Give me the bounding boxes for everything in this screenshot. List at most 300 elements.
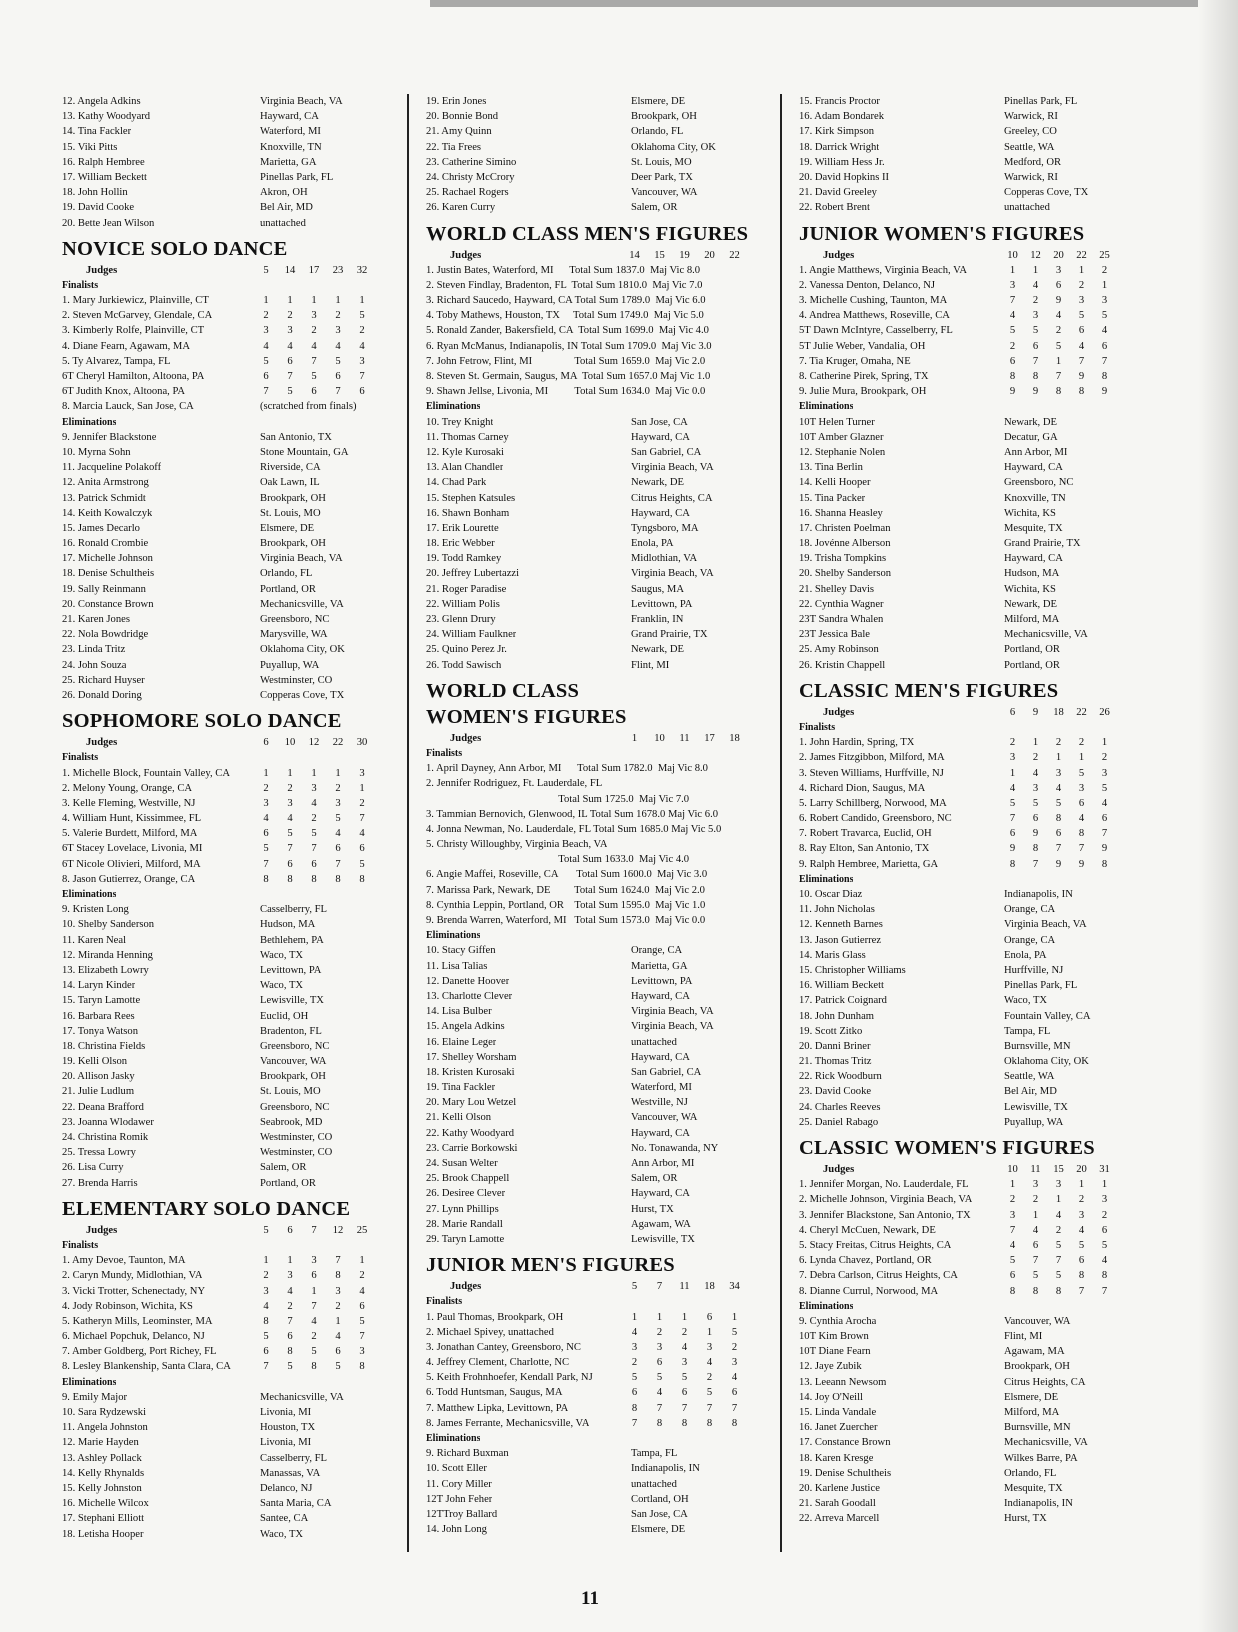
result-row bbox=[799, 781, 1129, 796]
result-detail: (scratched from finals) bbox=[260, 401, 357, 413]
skater-name: 18. Karen Kresge bbox=[799, 1452, 874, 1464]
skater-name: 19. Scott Zitko bbox=[799, 1025, 863, 1037]
result-row bbox=[62, 216, 380, 231]
result-row bbox=[799, 796, 1129, 811]
skater-location: Medford, OR bbox=[1004, 156, 1062, 168]
skater-name: 26. Karen Curry bbox=[426, 202, 496, 214]
placement: 11 bbox=[679, 1281, 690, 1293]
placement: 8 bbox=[1009, 858, 1016, 870]
result-row bbox=[62, 1176, 380, 1191]
skater-name: 15. Viki Pitts bbox=[62, 141, 118, 153]
skater-name: 1. Angie Matthews, Virginia Beach, VA bbox=[799, 264, 968, 276]
skater-name: 4. Cheryl McCuen, Newark, DE bbox=[799, 1224, 936, 1236]
result-row bbox=[426, 521, 756, 536]
placement: 1 bbox=[311, 1285, 317, 1297]
skater-location: Portland, OR bbox=[260, 583, 316, 595]
placement: 6 bbox=[311, 386, 317, 398]
placement: 6 bbox=[359, 1300, 365, 1312]
skater-name: 4. Jody Robinson, Wichita, KS bbox=[62, 1300, 193, 1312]
skater-name: 5. Stacy Freitas, Citrus Heights, CA bbox=[799, 1239, 952, 1251]
result-row bbox=[426, 185, 756, 200]
placement: 7 bbox=[1055, 371, 1062, 382]
skater-name: 1. Paul Thomas, Brookpark, OH bbox=[426, 1311, 564, 1323]
result-row bbox=[62, 1009, 380, 1024]
judge-placements bbox=[1001, 308, 1116, 323]
judge-placements bbox=[254, 826, 374, 841]
result-row bbox=[62, 339, 380, 354]
result-row bbox=[62, 430, 380, 445]
skater-location: Westminster, CO bbox=[260, 1147, 333, 1159]
skater-name: 7. Matthew Lipka, Levittown, PA bbox=[426, 1402, 569, 1414]
skater-name: 1. John Hardin, Spring, TX bbox=[799, 737, 915, 749]
placement: 8 bbox=[1055, 386, 1062, 398]
result-row bbox=[799, 1268, 1129, 1283]
result-detail: 4. Toby Mathews, Houston, TX Total Sum 1749.0 Maj Vic 5.0 bbox=[426, 310, 704, 322]
placement: 2 bbox=[311, 1331, 317, 1343]
skater-location: Virginia Beach, VA bbox=[631, 1006, 714, 1018]
skater-name: 21. Kelli Olson bbox=[426, 1112, 492, 1124]
judge-placements bbox=[254, 1344, 374, 1359]
group-label bbox=[426, 399, 756, 414]
skater-location: Marysville, WA bbox=[260, 629, 328, 641]
placement: 18 bbox=[729, 732, 740, 744]
skater-name: 12. Jaye Zubik bbox=[799, 1361, 862, 1373]
placement: 11 bbox=[679, 732, 690, 744]
result-row bbox=[426, 1065, 756, 1080]
skater-name: 9. Kristen Long bbox=[62, 904, 129, 916]
skater-location: Virginia Beach, VA bbox=[631, 568, 714, 580]
skater-location: Knoxville, TN bbox=[260, 141, 322, 153]
skater-location: Orlando, FL bbox=[1004, 1467, 1057, 1479]
group-label bbox=[799, 399, 1129, 414]
result-row bbox=[799, 948, 1129, 963]
section-title: WOMEN'S FIGURES bbox=[426, 705, 627, 728]
placement: 7 bbox=[263, 1361, 269, 1373]
placement: 7 bbox=[335, 1255, 341, 1267]
skater-location: Brookpark, OH bbox=[1004, 1361, 1070, 1373]
placement: 1 bbox=[681, 1311, 688, 1323]
skater-name: 8. Marcia Lauck, San Jose, CA bbox=[62, 401, 194, 413]
result-row bbox=[799, 1054, 1129, 1069]
placement: 4 bbox=[311, 797, 317, 809]
skater-name: 21. Julie Ludlum bbox=[62, 1086, 135, 1098]
placement: 5 bbox=[1101, 310, 1108, 322]
placement: 2 bbox=[1101, 752, 1108, 764]
result-row bbox=[62, 124, 380, 139]
judge-placements bbox=[254, 841, 374, 856]
placement: 2 bbox=[359, 1270, 365, 1282]
skater-name: 10. Trey Knight bbox=[426, 416, 494, 428]
result-row bbox=[62, 384, 380, 399]
result-row bbox=[426, 1232, 756, 1247]
group-label bbox=[62, 1375, 380, 1390]
placement: 3 bbox=[359, 355, 365, 367]
result-row bbox=[62, 673, 380, 688]
result-row bbox=[62, 688, 380, 703]
placement: 2 bbox=[263, 310, 269, 322]
result-row bbox=[62, 155, 380, 170]
skater-location: San Jose, CA bbox=[631, 416, 688, 428]
result-row bbox=[799, 612, 1129, 627]
placement: 9 bbox=[1009, 843, 1016, 855]
skater-name: 15. Angela Adkins bbox=[426, 1021, 505, 1033]
placement: 2 bbox=[263, 782, 269, 794]
placement: 7 bbox=[335, 386, 341, 398]
result-row bbox=[426, 1126, 756, 1141]
skater-name: 2. Michelle Johnson, Virginia Beach, VA bbox=[799, 1194, 973, 1206]
placement: 7 bbox=[1032, 355, 1039, 367]
placement: 5 bbox=[1078, 767, 1085, 779]
judge-placements bbox=[622, 1385, 747, 1400]
skater-location: Waco, TX bbox=[260, 980, 304, 992]
skater-location: Houston, TX bbox=[260, 1422, 316, 1434]
result-row bbox=[62, 933, 380, 948]
result-row bbox=[426, 1325, 756, 1340]
result-row bbox=[799, 826, 1129, 841]
result-row bbox=[426, 1492, 756, 1507]
placement: 25 bbox=[356, 1224, 368, 1236]
skater-name: 7. Debra Carlson, Citrus Heights, CA bbox=[799, 1270, 958, 1282]
skater-location: Salem, OR bbox=[260, 1162, 307, 1174]
judge-placements bbox=[254, 323, 374, 338]
placement: 1 bbox=[1101, 1179, 1108, 1191]
result-row bbox=[62, 460, 380, 475]
placement: 3 bbox=[1032, 1179, 1039, 1191]
result-row bbox=[426, 807, 756, 822]
skater-location: Orlando, FL bbox=[260, 568, 313, 580]
result-row bbox=[799, 1238, 1129, 1253]
placement: 8 bbox=[1101, 1270, 1108, 1282]
skater-name: 22. Kathy Woodyard bbox=[426, 1127, 515, 1139]
skater-location: Pinellas Park, FL bbox=[1004, 980, 1078, 992]
skater-name: 21. Amy Quinn bbox=[426, 126, 492, 138]
results-column-1 bbox=[62, 94, 380, 1542]
placement: 2 bbox=[287, 310, 293, 322]
result-row bbox=[426, 475, 756, 490]
judge-placements bbox=[1001, 705, 1116, 720]
skater-location: Oklahoma City, OK bbox=[260, 644, 345, 656]
placement: 3 bbox=[1009, 1209, 1016, 1221]
skater-name: 18. John Hollin bbox=[62, 187, 128, 199]
judges-label: Judges bbox=[823, 706, 855, 718]
skater-name: 11. John Nicholas bbox=[799, 904, 875, 916]
placement: 7 bbox=[656, 1281, 663, 1293]
result-row bbox=[62, 811, 380, 826]
skater-name: 21. Sarah Goodall bbox=[799, 1498, 876, 1510]
skater-name: 24. Christina Romik bbox=[62, 1132, 149, 1143]
placement: 1 bbox=[359, 295, 365, 307]
placement: 8 bbox=[681, 1417, 688, 1429]
placement: 2 bbox=[656, 1326, 663, 1338]
result-row bbox=[799, 658, 1129, 673]
placement: 5 bbox=[1101, 782, 1108, 794]
judge-placements bbox=[1001, 384, 1116, 399]
judges-row bbox=[426, 731, 756, 746]
result-row bbox=[799, 1481, 1129, 1496]
result-row bbox=[426, 1171, 756, 1186]
section-title: WORLD CLASS bbox=[426, 679, 580, 702]
placement: 5 bbox=[263, 1331, 269, 1343]
skater-name: 3. Kimberly Rolfe, Plainville, CT bbox=[62, 325, 205, 337]
skater-name: 17. William Beckett bbox=[62, 171, 147, 183]
result-row bbox=[62, 841, 380, 856]
skater-name: 11. Angela Johnston bbox=[62, 1422, 148, 1434]
result-detail: 8. Cynthia Leppin, Portland, OR Total Sum 1595.0 Maj Vic 1.0 bbox=[426, 899, 706, 911]
skater-location: Waterford, MI bbox=[260, 126, 321, 138]
placement: 8 bbox=[287, 873, 293, 885]
placement: 1 bbox=[1078, 1179, 1085, 1191]
placement: 1 bbox=[335, 767, 341, 779]
placement: 2 bbox=[1101, 1209, 1108, 1221]
placement: 2 bbox=[1055, 737, 1062, 749]
skater-name: Eliminations bbox=[62, 1376, 117, 1388]
placement: 7 bbox=[1101, 355, 1108, 367]
skater-name: 12. Danette Hoover bbox=[426, 975, 510, 987]
placement: 9 bbox=[1078, 371, 1085, 382]
skater-location: unattached bbox=[631, 1478, 677, 1490]
placement: 4 bbox=[1078, 340, 1085, 352]
skater-name: 21. Roger Paradise bbox=[426, 583, 507, 595]
skater-name: 9. Cynthia Arocha bbox=[799, 1315, 877, 1327]
placement: 11 bbox=[1030, 1164, 1041, 1175]
skater-location: St. Louis, MO bbox=[260, 507, 321, 519]
placement: 6 bbox=[335, 371, 341, 382]
skater-name: 3. Kelle Fleming, Westville, NJ bbox=[62, 797, 196, 809]
skater-name: 26. Lisa Curry bbox=[62, 1162, 124, 1174]
skater-name: 13. Ashley Pollack bbox=[62, 1452, 142, 1464]
result-row bbox=[426, 627, 756, 642]
placement: 6 bbox=[631, 1387, 638, 1399]
skater-location: Salem, OR bbox=[631, 202, 678, 214]
placement: 8 bbox=[1032, 843, 1039, 855]
result-row bbox=[62, 857, 380, 872]
judges-label: Judges bbox=[86, 264, 118, 276]
placement: 4 bbox=[681, 1341, 688, 1353]
placement: 5 bbox=[1078, 1239, 1085, 1251]
skater-name: 25. Rachael Rogers bbox=[426, 187, 509, 199]
placement: 5 bbox=[1032, 797, 1039, 809]
skater-location: Flint, MI bbox=[631, 659, 670, 671]
skater-name: 21. David Greeley bbox=[799, 187, 877, 199]
placement: 1 bbox=[1055, 355, 1062, 367]
skater-location: Greensboro, NC bbox=[260, 614, 330, 625]
placement: 3 bbox=[263, 1285, 269, 1297]
judge-placements bbox=[1001, 750, 1116, 765]
group-label bbox=[62, 278, 380, 293]
result-row bbox=[62, 94, 380, 109]
result-row bbox=[62, 1420, 380, 1435]
placement: 8 bbox=[1078, 1270, 1085, 1282]
skater-name: 25. Brook Chappell bbox=[426, 1173, 510, 1185]
judge-placements bbox=[254, 857, 374, 872]
judge-placements bbox=[1001, 1268, 1116, 1283]
result-row bbox=[799, 1314, 1129, 1329]
placement: 17 bbox=[308, 264, 320, 276]
section-title: CLASSIC WOMEN'S FIGURES bbox=[799, 1137, 1095, 1159]
skater-name: 18. Kristen Kurosaki bbox=[426, 1066, 515, 1078]
result-detail: 1. Justin Bates, Waterford, MI Total Sum 1837.0 Maj Vic 8.0 bbox=[426, 264, 701, 276]
result-row bbox=[426, 200, 756, 215]
skater-location: San Gabriel, CA bbox=[631, 446, 702, 458]
judge-placements bbox=[622, 1340, 747, 1355]
result-row bbox=[799, 323, 1129, 338]
placement: 6 bbox=[263, 1346, 269, 1358]
placement: 6 bbox=[731, 1387, 738, 1399]
skater-location: Orange, CA bbox=[1004, 904, 1056, 916]
result-row bbox=[426, 140, 756, 155]
skater-location: Westminster, CO bbox=[260, 674, 333, 686]
placement: 2 bbox=[263, 1270, 269, 1282]
skater-location: Oklahoma City, OK bbox=[1004, 1056, 1089, 1068]
placement: 4 bbox=[1032, 767, 1039, 779]
placement: 8 bbox=[1032, 371, 1039, 382]
skater-name: 14. Joy O'Neill bbox=[799, 1391, 863, 1403]
result-row bbox=[426, 415, 756, 430]
result-row bbox=[799, 1466, 1129, 1481]
skater-name: 15. Kelly Johnston bbox=[62, 1482, 142, 1494]
skater-name: 1. Mary Jurkiewicz, Plainville, CT bbox=[62, 295, 209, 307]
skater-name: 16. Janet Zuercher bbox=[799, 1422, 878, 1434]
placement: 5 bbox=[335, 1361, 341, 1373]
skater-name: 5. Christy Willoughby, Virginia Beach, VA bbox=[426, 839, 608, 851]
skater-location: Hayward, CA bbox=[631, 431, 690, 443]
skater-location: Greensboro, NC bbox=[1004, 477, 1074, 489]
placement: 7 bbox=[335, 858, 341, 870]
skater-location: Ann Arbor, MI bbox=[1004, 446, 1068, 458]
result-detail: 4. Jonna Newman, No. Lauderdale, FL Total Sum 1685.0 Maj Vic 5.0 bbox=[426, 823, 722, 835]
placement: 1 bbox=[1055, 1194, 1062, 1206]
skater-name: 24. Christy McCrory bbox=[426, 171, 515, 183]
result-row bbox=[799, 1496, 1129, 1511]
skater-location: Lewisville, TX bbox=[631, 1233, 695, 1245]
placement: 8 bbox=[335, 1270, 341, 1282]
skater-location: Westminster, CO bbox=[260, 1132, 333, 1143]
placement: 8 bbox=[1078, 386, 1085, 398]
skater-name: 16. William Beckett bbox=[799, 980, 884, 992]
placement: 1 bbox=[1009, 1179, 1016, 1191]
placement: 7 bbox=[1009, 1224, 1016, 1236]
placement: 3 bbox=[359, 767, 365, 779]
skater-name: 19. Trisha Tompkins bbox=[799, 553, 887, 565]
result-row bbox=[799, 1435, 1129, 1450]
skater-location: Livonia, MI bbox=[260, 1437, 312, 1449]
skater-location: Orange, CA bbox=[1004, 934, 1056, 946]
result-row bbox=[62, 185, 380, 200]
placement: 3 bbox=[1055, 767, 1062, 779]
placement: 6 bbox=[1055, 828, 1062, 840]
skater-name: 1. Amy Devoe, Taunton, MA bbox=[62, 1255, 186, 1267]
placement: 2 bbox=[1009, 340, 1016, 352]
judge-placements bbox=[1001, 1177, 1116, 1192]
placement: 4 bbox=[263, 813, 269, 825]
result-row bbox=[62, 627, 380, 642]
skater-location: Hurst, TX bbox=[631, 1203, 674, 1215]
skater-name: 5. Valerie Burdett, Milford, MA bbox=[62, 828, 198, 840]
section-title: CLASSIC MEN'S FIGURES bbox=[799, 679, 1059, 702]
placement: 6 bbox=[287, 1331, 293, 1343]
placement: 10 bbox=[1007, 249, 1018, 261]
skater-location: Hayward, CA bbox=[631, 1188, 690, 1200]
placement: 4 bbox=[287, 813, 293, 825]
placement: 5 bbox=[656, 1372, 663, 1384]
skater-location: Newark, DE bbox=[1004, 416, 1057, 428]
judges-label: Judges bbox=[86, 737, 118, 749]
result-row bbox=[426, 597, 756, 612]
result-row bbox=[799, 750, 1129, 765]
skater-name: 27. Lynn Phillips bbox=[426, 1203, 499, 1215]
placement: 5 bbox=[1101, 1239, 1108, 1251]
skater-location: Pinellas Park, FL bbox=[260, 171, 334, 183]
placement: 3 bbox=[706, 1341, 713, 1353]
result-row bbox=[799, 766, 1129, 781]
result-row bbox=[62, 948, 380, 963]
result-row bbox=[799, 566, 1129, 581]
result-row bbox=[62, 826, 380, 841]
skater-name: 17. Tonya Watson bbox=[62, 1025, 138, 1037]
placement: 22 bbox=[332, 737, 344, 749]
result-row bbox=[426, 1385, 756, 1400]
skater-name: 26. Kristin Chappell bbox=[799, 659, 886, 671]
results-column-2 bbox=[426, 94, 756, 1537]
result-row bbox=[799, 155, 1129, 170]
result-row bbox=[62, 1481, 380, 1496]
result-row bbox=[799, 1344, 1129, 1359]
placement: 8 bbox=[1055, 1285, 1062, 1297]
placement: 7 bbox=[287, 1315, 293, 1327]
placement: 5 bbox=[1055, 340, 1062, 352]
result-row bbox=[426, 1340, 756, 1355]
skater-location: Grand Prairie, TX bbox=[1004, 538, 1081, 550]
skater-name: 19. Todd Ramkey bbox=[426, 553, 502, 565]
judge-placements bbox=[254, 796, 374, 811]
group-label bbox=[426, 1431, 756, 1446]
result-detail: 7. Marissa Park, Newark, DE Total Sum 1624.0 Maj Vic 2.0 bbox=[426, 884, 705, 896]
placement: 18 bbox=[704, 1281, 715, 1293]
skater-name: 19. Denise Schultheis bbox=[799, 1467, 892, 1479]
result-detail: Total Sum 1725.0 Maj Vic 7.0 bbox=[426, 793, 690, 805]
placement: 9 bbox=[1032, 828, 1039, 840]
skater-name: 18. John Dunham bbox=[799, 1010, 875, 1022]
skater-name: 8. James Ferrante, Mechanicsville, VA bbox=[426, 1417, 590, 1429]
placement: 7 bbox=[263, 858, 269, 870]
skater-name: 14. John Long bbox=[426, 1524, 487, 1536]
skater-name: Eliminations bbox=[799, 401, 854, 413]
result-row bbox=[799, 993, 1129, 1008]
skater-name: 6T Nicole Olivieri, Milford, MA bbox=[62, 858, 201, 870]
result-row bbox=[799, 521, 1129, 536]
skater-name: 15. Linda Vandale bbox=[799, 1407, 877, 1418]
placement: 4 bbox=[263, 1300, 269, 1312]
result-row bbox=[426, 943, 756, 958]
skater-name: 13. Jason Gutierrez bbox=[799, 934, 882, 946]
skater-name: 25. Daniel Rabago bbox=[799, 1116, 879, 1128]
result-row bbox=[426, 898, 756, 913]
skater-name: 6. Robert Candido, Greensboro, NC bbox=[799, 813, 952, 825]
placement: 6 bbox=[1078, 325, 1085, 337]
skater-name: 22. Arreva Marcell bbox=[799, 1513, 880, 1525]
placement: 1 bbox=[359, 782, 365, 794]
result-row bbox=[426, 1095, 756, 1110]
result-row bbox=[799, 917, 1129, 932]
skater-name: 3. Jennifer Blackstone, San Antonio, TX bbox=[799, 1209, 971, 1221]
skater-location: Lewisville, TX bbox=[1004, 1101, 1068, 1113]
result-row bbox=[799, 293, 1129, 308]
result-row bbox=[62, 1435, 380, 1450]
skater-name: 14. Tina Fackler bbox=[62, 126, 132, 138]
skater-location: Mesquite, TX bbox=[1004, 1482, 1063, 1494]
result-row bbox=[62, 369, 380, 384]
skater-name: 10T Amber Glazner bbox=[799, 431, 884, 443]
